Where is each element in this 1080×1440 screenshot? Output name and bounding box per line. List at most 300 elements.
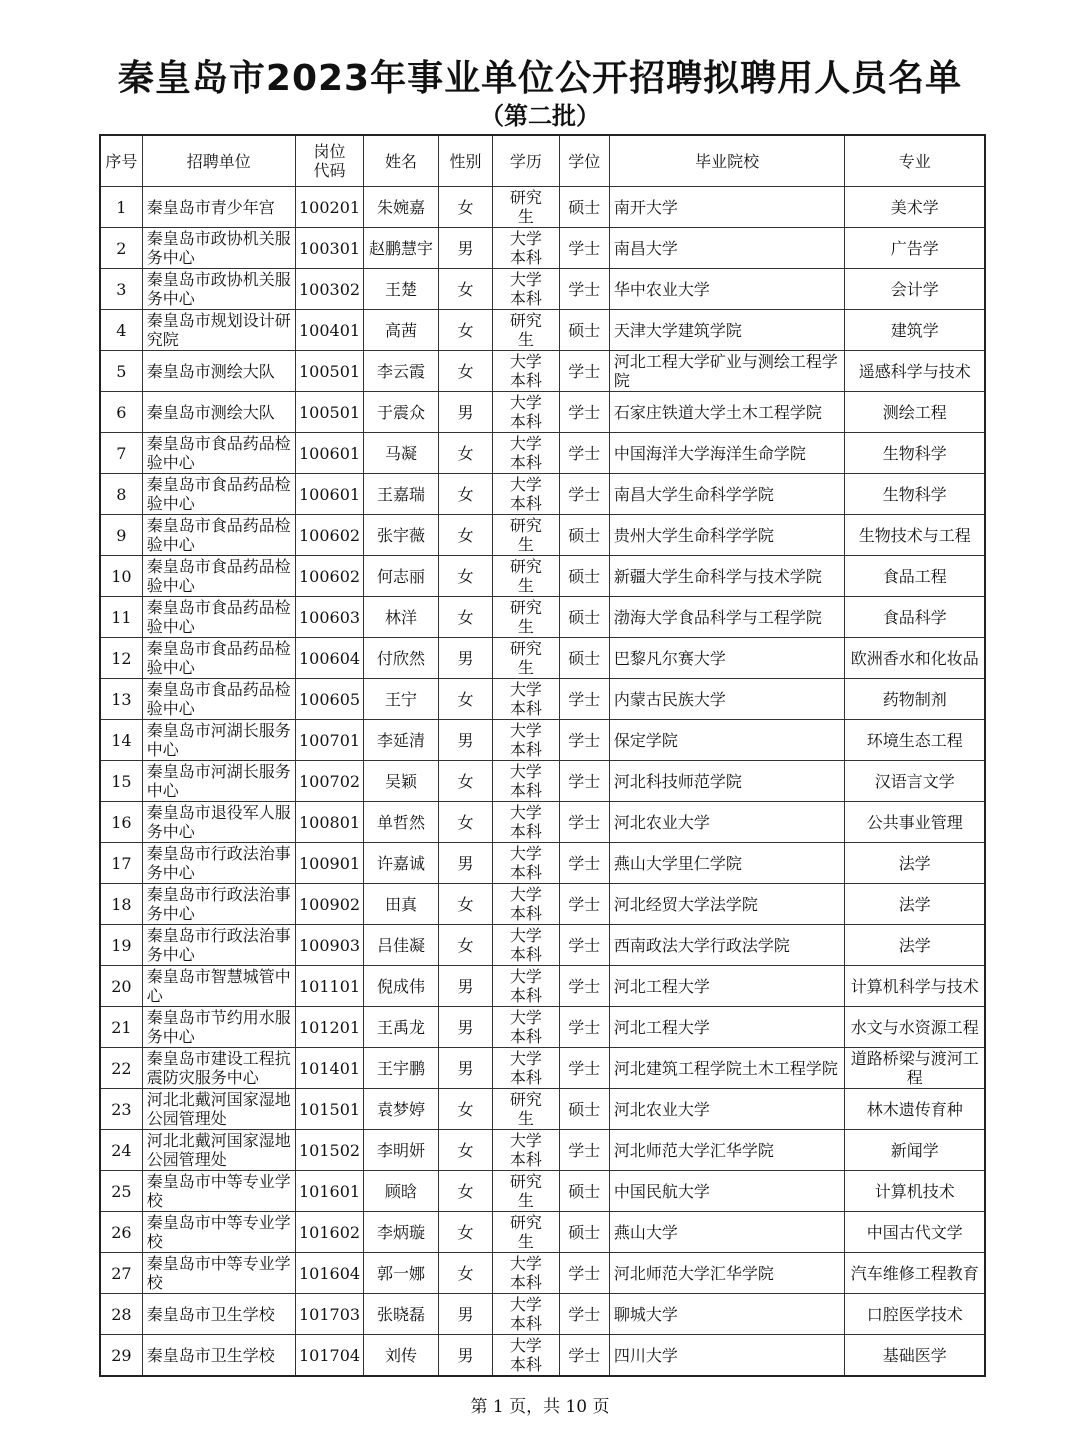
cell-unit: 河北北戴河国家湿地公园管理处 <box>142 1130 295 1171</box>
cell-education: 研究生 <box>493 310 559 351</box>
cell-education: 研究生 <box>493 597 559 638</box>
cell-name: 赵鹏慧宇 <box>364 228 439 269</box>
table-row <box>100 1171 985 1212</box>
cell-index: 13 <box>100 679 142 720</box>
cell-name: 张晓磊 <box>364 1294 439 1335</box>
cell-name: 王宇鹏 <box>364 1048 439 1089</box>
cell-unit: 秦皇岛市行政法治事务中心 <box>142 925 295 966</box>
cell-school: 内蒙古民族大学 <box>609 679 845 720</box>
cell-post-code: 101601 <box>295 1171 363 1212</box>
cell-gender: 女 <box>438 1089 492 1130</box>
cell-school: 天津大学建筑学院 <box>609 310 845 351</box>
table-row <box>100 802 985 843</box>
cell-unit: 秦皇岛市建设工程抗震防灾服务中心 <box>142 1048 295 1089</box>
cell-index: 1 <box>100 187 142 228</box>
cell-gender: 女 <box>438 351 492 392</box>
header-cell: 学历 <box>493 135 559 187</box>
cell-unit: 河北北戴河国家湿地公园管理处 <box>142 1089 295 1130</box>
cell-degree: 硕士 <box>559 1089 609 1130</box>
cell-school: 河北工程大学 <box>609 966 845 1007</box>
cell-index: 17 <box>100 843 142 884</box>
cell-degree: 学士 <box>559 761 609 802</box>
cell-education: 研究生 <box>493 1171 559 1212</box>
cell-major: 法学 <box>845 884 985 925</box>
cell-index: 20 <box>100 966 142 1007</box>
table-row <box>100 638 985 679</box>
cell-index: 19 <box>100 925 142 966</box>
cell-education: 大学本科 <box>493 228 559 269</box>
cell-major: 基础医学 <box>845 1335 985 1377</box>
cell-name: 王楚 <box>364 269 439 310</box>
cell-degree: 学士 <box>559 474 609 515</box>
cell-unit: 秦皇岛市卫生学校 <box>142 1335 295 1377</box>
cell-unit: 秦皇岛市规划设计研究院 <box>142 310 295 351</box>
cell-degree: 学士 <box>559 1335 609 1377</box>
cell-name: 高茜 <box>364 310 439 351</box>
cell-gender: 女 <box>438 802 492 843</box>
cell-post-code: 101201 <box>295 1007 363 1048</box>
cell-school: 河北师范大学汇华学院 <box>609 1253 845 1294</box>
cell-unit: 秦皇岛市行政法治事务中心 <box>142 884 295 925</box>
cell-education: 大学本科 <box>493 884 559 925</box>
table-row <box>100 1294 985 1335</box>
cell-gender: 男 <box>438 966 492 1007</box>
cell-name: 袁梦婷 <box>364 1089 439 1130</box>
cell-index: 9 <box>100 515 142 556</box>
cell-unit: 秦皇岛市节约用水服务中心 <box>142 1007 295 1048</box>
cell-major: 道路桥梁与渡河工程 <box>845 1048 985 1089</box>
cell-index: 25 <box>100 1171 142 1212</box>
cell-major: 汽车维修工程教育 <box>845 1253 985 1294</box>
cell-school: 河北经贸大学法学院 <box>609 884 845 925</box>
cell-name: 吕佳凝 <box>364 925 439 966</box>
cell-name: 王禹龙 <box>364 1007 439 1048</box>
cell-index: 28 <box>100 1294 142 1335</box>
cell-post-code: 101704 <box>295 1335 363 1377</box>
table-row <box>100 925 985 966</box>
cell-degree: 硕士 <box>559 1212 609 1253</box>
cell-gender: 女 <box>438 597 492 638</box>
cell-major: 广告学 <box>845 228 985 269</box>
cell-name: 李明妍 <box>364 1130 439 1171</box>
page-subtitle: （第二批） <box>480 102 600 130</box>
cell-degree: 硕士 <box>559 515 609 556</box>
table-row <box>100 720 985 761</box>
cell-major: 林木遗传育种 <box>845 1089 985 1130</box>
cell-education: 大学本科 <box>493 1294 559 1335</box>
cell-school: 保定学院 <box>609 720 845 761</box>
cell-index: 4 <box>100 310 142 351</box>
cell-unit: 秦皇岛市河湖长服务中心 <box>142 720 295 761</box>
cell-gender: 女 <box>438 925 492 966</box>
cell-post-code: 101703 <box>295 1294 363 1335</box>
table-row <box>100 1007 985 1048</box>
cell-unit: 秦皇岛市食品药品检验中心 <box>142 515 295 556</box>
cell-education: 研究生 <box>493 515 559 556</box>
cell-education: 研究生 <box>493 187 559 228</box>
cell-education: 大学本科 <box>493 1007 559 1048</box>
cell-degree: 学士 <box>559 228 609 269</box>
cell-gender: 男 <box>438 720 492 761</box>
cell-post-code: 100801 <box>295 802 363 843</box>
cell-gender: 女 <box>438 556 492 597</box>
cell-gender: 男 <box>438 1048 492 1089</box>
cell-major: 建筑学 <box>845 310 985 351</box>
cell-degree: 学士 <box>559 351 609 392</box>
cell-major: 公共事业管理 <box>845 802 985 843</box>
cell-unit: 秦皇岛市河湖长服务中心 <box>142 761 295 802</box>
cell-education: 大学本科 <box>493 392 559 433</box>
cell-unit: 秦皇岛市青少年宫 <box>142 187 295 228</box>
cell-index: 12 <box>100 638 142 679</box>
cell-degree: 硕士 <box>559 597 609 638</box>
cell-major: 美术学 <box>845 187 985 228</box>
cell-gender: 男 <box>438 1294 492 1335</box>
cell-name: 王宁 <box>364 679 439 720</box>
cell-name: 倪成伟 <box>364 966 439 1007</box>
cell-major: 生物技术与工程 <box>845 515 985 556</box>
cell-post-code: 100701 <box>295 720 363 761</box>
cell-index: 8 <box>100 474 142 515</box>
cell-index: 6 <box>100 392 142 433</box>
cell-gender: 女 <box>438 187 492 228</box>
cell-school: 燕山大学 <box>609 1212 845 1253</box>
cell-unit: 秦皇岛市政协机关服务中心 <box>142 228 295 269</box>
cell-post-code: 101101 <box>295 966 363 1007</box>
table-row <box>100 966 985 1007</box>
cell-education: 大学本科 <box>493 802 559 843</box>
cell-degree: 学士 <box>559 884 609 925</box>
cell-school: 渤海大学食品科学与工程学院 <box>609 597 845 638</box>
cell-degree: 硕士 <box>559 187 609 228</box>
cell-education: 大学本科 <box>493 966 559 1007</box>
table-row <box>100 351 985 392</box>
cell-unit: 秦皇岛市中等专业学校 <box>142 1212 295 1253</box>
cell-index: 29 <box>100 1335 142 1377</box>
table-row <box>100 597 985 638</box>
cell-name: 李炳璇 <box>364 1212 439 1253</box>
cell-degree: 学士 <box>559 1294 609 1335</box>
cell-unit: 秦皇岛市食品药品检验中心 <box>142 638 295 679</box>
cell-major: 生物科学 <box>845 474 985 515</box>
cell-school: 河北工程大学矿业与测绘工程学院 <box>609 351 845 392</box>
cell-degree: 学士 <box>559 269 609 310</box>
cell-education: 大学本科 <box>493 679 559 720</box>
cell-index: 24 <box>100 1130 142 1171</box>
cell-education: 大学本科 <box>493 1130 559 1171</box>
cell-gender: 女 <box>438 1171 492 1212</box>
cell-school: 燕山大学里仁学院 <box>609 843 845 884</box>
cell-degree: 学士 <box>559 925 609 966</box>
header-cell: 性别 <box>438 135 492 187</box>
cell-education: 大学本科 <box>493 925 559 966</box>
cell-gender: 女 <box>438 474 492 515</box>
table-row <box>100 1335 985 1377</box>
cell-school: 中国海洋大学海洋生命学院 <box>609 433 845 474</box>
header-cell: 岗位代码 <box>295 135 363 187</box>
cell-index: 16 <box>100 802 142 843</box>
table-row <box>100 1048 985 1089</box>
cell-degree: 硕士 <box>559 1171 609 1212</box>
cell-education: 研究生 <box>493 1089 559 1130</box>
cell-index: 5 <box>100 351 142 392</box>
cell-major: 口腔医学技术 <box>845 1294 985 1335</box>
cell-degree: 学士 <box>559 802 609 843</box>
cell-gender: 女 <box>438 310 492 351</box>
cell-school: 河北工程大学 <box>609 1007 845 1048</box>
header-cell: 专业 <box>845 135 985 187</box>
cell-name: 何志丽 <box>364 556 439 597</box>
cell-degree: 硕士 <box>559 310 609 351</box>
cell-post-code: 100901 <box>295 843 363 884</box>
cell-major: 遥感科学与技术 <box>845 351 985 392</box>
cell-index: 18 <box>100 884 142 925</box>
cell-school: 华中农业大学 <box>609 269 845 310</box>
cell-degree: 学士 <box>559 1253 609 1294</box>
cell-school: 河北农业大学 <box>609 1089 845 1130</box>
cell-degree: 学士 <box>559 679 609 720</box>
cell-post-code: 101401 <box>295 1048 363 1089</box>
cell-gender: 女 <box>438 761 492 802</box>
cell-name: 郭一娜 <box>364 1253 439 1294</box>
cell-unit: 秦皇岛市食品药品检验中心 <box>142 474 295 515</box>
page-footer: 第 1 页，共 10 页 <box>470 1397 610 1417</box>
table-header-row <box>100 135 985 187</box>
cell-degree: 学士 <box>559 433 609 474</box>
cell-index: 10 <box>100 556 142 597</box>
roster-table <box>99 134 986 1377</box>
cell-name: 朱婉嘉 <box>364 187 439 228</box>
cell-education: 大学本科 <box>493 269 559 310</box>
cell-major: 中国古代文学 <box>845 1212 985 1253</box>
cell-unit: 秦皇岛市智慧城管中心 <box>142 966 295 1007</box>
cell-school: 新疆大学生命科学与技术学院 <box>609 556 845 597</box>
cell-post-code: 100902 <box>295 884 363 925</box>
cell-post-code: 101602 <box>295 1212 363 1253</box>
cell-school: 南昌大学 <box>609 228 845 269</box>
cell-post-code: 100301 <box>295 228 363 269</box>
table-row <box>100 1212 985 1253</box>
cell-major: 食品工程 <box>845 556 985 597</box>
cell-post-code: 100603 <box>295 597 363 638</box>
cell-post-code: 101501 <box>295 1089 363 1130</box>
cell-name: 李延清 <box>364 720 439 761</box>
cell-index: 27 <box>100 1253 142 1294</box>
cell-unit: 秦皇岛市退役军人服务中心 <box>142 802 295 843</box>
cell-unit: 秦皇岛市测绘大队 <box>142 392 295 433</box>
cell-education: 大学本科 <box>493 474 559 515</box>
cell-school: 四川大学 <box>609 1335 845 1377</box>
cell-name: 田真 <box>364 884 439 925</box>
cell-degree: 学士 <box>559 843 609 884</box>
cell-gender: 男 <box>438 1335 492 1377</box>
cell-gender: 男 <box>438 228 492 269</box>
cell-unit: 秦皇岛市中等专业学校 <box>142 1171 295 1212</box>
cell-gender: 男 <box>438 392 492 433</box>
cell-degree: 学士 <box>559 1048 609 1089</box>
cell-unit: 秦皇岛市食品药品检验中心 <box>142 679 295 720</box>
cell-unit: 秦皇岛市食品药品检验中心 <box>142 556 295 597</box>
table-row <box>100 433 985 474</box>
cell-school: 河北科技师范学院 <box>609 761 845 802</box>
cell-gender: 女 <box>438 1253 492 1294</box>
cell-name: 林洋 <box>364 597 439 638</box>
cell-school: 河北师范大学汇华学院 <box>609 1130 845 1171</box>
cell-education: 研究生 <box>493 556 559 597</box>
cell-name: 李云霞 <box>364 351 439 392</box>
cell-school: 河北建筑工程学院土木工程学院 <box>609 1048 845 1089</box>
cell-unit: 秦皇岛市政协机关服务中心 <box>142 269 295 310</box>
cell-major: 食品科学 <box>845 597 985 638</box>
cell-school: 巴黎凡尔赛大学 <box>609 638 845 679</box>
cell-major: 计算机科学与技术 <box>845 966 985 1007</box>
cell-name: 张宇薇 <box>364 515 439 556</box>
cell-gender: 男 <box>438 638 492 679</box>
cell-post-code: 100903 <box>295 925 363 966</box>
cell-index: 11 <box>100 597 142 638</box>
cell-gender: 男 <box>438 843 492 884</box>
header-cell: 姓名 <box>364 135 439 187</box>
cell-degree: 硕士 <box>559 556 609 597</box>
cell-school: 河北农业大学 <box>609 802 845 843</box>
cell-major: 汉语言文学 <box>845 761 985 802</box>
cell-gender: 女 <box>438 515 492 556</box>
cell-school: 南开大学 <box>609 187 845 228</box>
cell-degree: 学士 <box>559 392 609 433</box>
cell-index: 22 <box>100 1048 142 1089</box>
cell-education: 研究生 <box>493 1212 559 1253</box>
cell-gender: 女 <box>438 269 492 310</box>
cell-unit: 秦皇岛市测绘大队 <box>142 351 295 392</box>
cell-post-code: 100601 <box>295 474 363 515</box>
table-row <box>100 228 985 269</box>
cell-education: 大学本科 <box>493 720 559 761</box>
table-row <box>100 884 985 925</box>
cell-index: 2 <box>100 228 142 269</box>
cell-major: 法学 <box>845 843 985 884</box>
cell-major: 新闻学 <box>845 1130 985 1171</box>
header-cell: 招聘单位 <box>142 135 295 187</box>
header-cell: 毕业院校 <box>609 135 845 187</box>
cell-school: 中国民航大学 <box>609 1171 845 1212</box>
cell-school: 贵州大学生命科学学院 <box>609 515 845 556</box>
cell-name: 吴颖 <box>364 761 439 802</box>
header-cell: 学位 <box>559 135 609 187</box>
cell-index: 21 <box>100 1007 142 1048</box>
table-row <box>100 310 985 351</box>
table-row <box>100 556 985 597</box>
cell-degree: 学士 <box>559 1130 609 1171</box>
table-row <box>100 392 985 433</box>
cell-school: 聊城大学 <box>609 1294 845 1335</box>
table-row <box>100 515 985 556</box>
cell-degree: 学士 <box>559 1007 609 1048</box>
cell-gender: 男 <box>438 1007 492 1048</box>
cell-index: 26 <box>100 1212 142 1253</box>
cell-gender: 女 <box>438 884 492 925</box>
cell-post-code: 100302 <box>295 269 363 310</box>
header-cell: 序号 <box>100 135 142 187</box>
cell-index: 3 <box>100 269 142 310</box>
cell-index: 14 <box>100 720 142 761</box>
cell-education: 大学本科 <box>493 351 559 392</box>
cell-unit: 秦皇岛市食品药品检验中心 <box>142 433 295 474</box>
cell-education: 大学本科 <box>493 433 559 474</box>
cell-unit: 秦皇岛市中等专业学校 <box>142 1253 295 1294</box>
cell-name: 付欣然 <box>364 638 439 679</box>
cell-name: 单哲然 <box>364 802 439 843</box>
cell-post-code: 100602 <box>295 556 363 597</box>
table-row <box>100 269 985 310</box>
cell-major: 法学 <box>845 925 985 966</box>
cell-gender: 女 <box>438 1212 492 1253</box>
table-row <box>100 474 985 515</box>
cell-post-code: 101502 <box>295 1130 363 1171</box>
cell-post-code: 100501 <box>295 351 363 392</box>
cell-major: 测绘工程 <box>845 392 985 433</box>
cell-post-code: 101604 <box>295 1253 363 1294</box>
cell-major: 计算机技术 <box>845 1171 985 1212</box>
cell-degree: 学士 <box>559 720 609 761</box>
cell-gender: 女 <box>438 679 492 720</box>
cell-education: 大学本科 <box>493 1048 559 1089</box>
cell-degree: 学士 <box>559 966 609 1007</box>
table-row <box>100 843 985 884</box>
cell-index: 7 <box>100 433 142 474</box>
table-row <box>100 761 985 802</box>
cell-major: 水文与水资源工程 <box>845 1007 985 1048</box>
cell-unit: 秦皇岛市行政法治事务中心 <box>142 843 295 884</box>
cell-education: 研究生 <box>493 638 559 679</box>
cell-school: 石家庄铁道大学土木工程学院 <box>609 392 845 433</box>
cell-major: 药物制剂 <box>845 679 985 720</box>
cell-major: 欧洲香水和化妆品 <box>845 638 985 679</box>
cell-post-code: 100601 <box>295 433 363 474</box>
cell-gender: 女 <box>438 433 492 474</box>
table-row <box>100 1130 985 1171</box>
cell-major: 环境生态工程 <box>845 720 985 761</box>
table-row <box>100 187 985 228</box>
cell-education: 大学本科 <box>493 761 559 802</box>
page-title: 秦皇岛市2023年事业单位公开招聘拟聘用人员名单 <box>117 58 963 99</box>
cell-post-code: 100605 <box>295 679 363 720</box>
cell-name: 顾晗 <box>364 1171 439 1212</box>
cell-major: 生物科学 <box>845 433 985 474</box>
cell-unit: 秦皇岛市食品药品检验中心 <box>142 597 295 638</box>
table-row <box>100 1253 985 1294</box>
cell-post-code: 100401 <box>295 310 363 351</box>
cell-post-code: 100604 <box>295 638 363 679</box>
table-row <box>100 1089 985 1130</box>
cell-school: 西南政法大学行政法学院 <box>609 925 845 966</box>
table-row <box>100 679 985 720</box>
cell-name: 许嘉诚 <box>364 843 439 884</box>
cell-gender: 女 <box>438 1130 492 1171</box>
cell-index: 23 <box>100 1089 142 1130</box>
cell-name: 王嘉瑞 <box>364 474 439 515</box>
cell-post-code: 100602 <box>295 515 363 556</box>
cell-post-code: 100702 <box>295 761 363 802</box>
cell-name: 于震众 <box>364 392 439 433</box>
cell-post-code: 100501 <box>295 392 363 433</box>
cell-name: 刘传 <box>364 1335 439 1377</box>
cell-name: 马凝 <box>364 433 439 474</box>
cell-index: 15 <box>100 761 142 802</box>
cell-unit: 秦皇岛市卫生学校 <box>142 1294 295 1335</box>
cell-major: 会计学 <box>845 269 985 310</box>
cell-education: 大学本科 <box>493 1335 559 1377</box>
cell-education: 大学本科 <box>493 1253 559 1294</box>
